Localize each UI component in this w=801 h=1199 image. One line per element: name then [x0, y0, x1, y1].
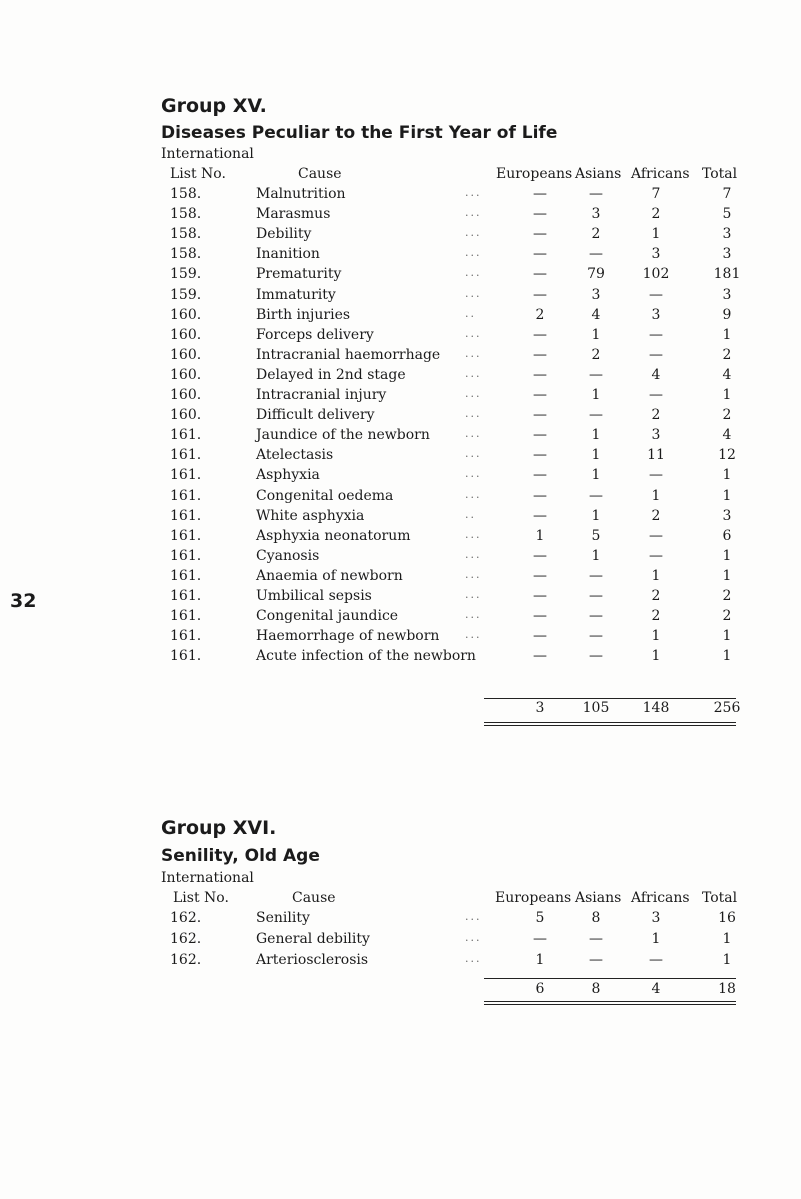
total-cell: 5 — [722, 206, 732, 223]
cause-cell: Anaemia of newborn — [256, 567, 403, 584]
total-cell: 4 — [722, 427, 732, 444]
leader-dots: ... — [465, 326, 482, 340]
table-row — [0, 508, 801, 529]
cause-cell: Malnutrition — [256, 186, 346, 202]
total-europeans: 6 — [535, 981, 545, 997]
asians-cell: — — [589, 648, 603, 665]
leader-dots: ... — [465, 487, 482, 501]
africans-cell: 1 — [651, 487, 661, 504]
total-cell: 3 — [722, 226, 732, 243]
africans-cell: 1 — [651, 567, 661, 584]
list-no-cell: 160. — [170, 306, 202, 323]
asians-cell: 2 — [591, 346, 601, 363]
list-no-cell: 159. — [170, 266, 202, 283]
table-row — [0, 528, 801, 549]
leader-dots: ... — [465, 628, 482, 642]
total-cell: 1 — [722, 628, 732, 645]
cause-cell: Arteriosclerosis — [256, 952, 369, 968]
list-no-cell: 161. — [170, 487, 202, 504]
cause-cell: Congenital jaundice — [256, 608, 399, 625]
list-no-header: List No. — [173, 890, 229, 906]
list-no-cell: 161. — [170, 467, 202, 484]
list-no-cell: 160. — [170, 366, 202, 383]
page-number: 32 — [10, 590, 37, 612]
europeans-cell: — — [533, 366, 547, 383]
leader-dots: .. — [465, 507, 476, 521]
total-cell: 3 — [722, 246, 732, 263]
table-row — [0, 952, 801, 973]
africans-header: Africans — [631, 890, 690, 906]
total-cell: 3 — [722, 507, 732, 524]
double-rule-bottom — [484, 1004, 736, 1005]
leader-dots: ... — [465, 567, 482, 581]
list-no-cell: 161. — [170, 628, 202, 645]
europeans-header: Europeans — [495, 890, 572, 906]
table-row — [0, 548, 801, 569]
asians-cell: — — [589, 931, 603, 947]
table-row — [0, 287, 801, 308]
cause-cell: Marasmus — [256, 206, 331, 223]
asians-cell: — — [589, 186, 603, 202]
total-africans: 148 — [642, 700, 670, 716]
total-africans: 4 — [651, 981, 661, 997]
total-cell: 1 — [722, 648, 732, 665]
asians-cell: 1 — [591, 467, 601, 484]
total-header: Total — [702, 166, 738, 182]
europeans-cell: — — [533, 346, 547, 363]
africans-cell: — — [649, 952, 663, 968]
europeans-cell: — — [533, 407, 547, 424]
asians-cell: 2 — [591, 226, 601, 243]
europeans-cell: — — [533, 286, 547, 303]
europeans-cell: 5 — [535, 910, 545, 926]
europeans-cell: — — [533, 547, 547, 564]
double-rule-top — [484, 722, 736, 723]
total-cell: 6 — [722, 527, 732, 544]
double-rule-top — [484, 1001, 736, 1002]
table-header — [0, 890, 801, 911]
africans-cell: 3 — [651, 306, 661, 323]
asians-cell: — — [589, 567, 603, 584]
cause-cell: Immaturity — [256, 286, 336, 303]
leader-dots: ... — [465, 467, 482, 481]
total-cell: 1 — [722, 387, 732, 403]
africans-cell: 2 — [651, 407, 661, 424]
europeans-cell: — — [533, 931, 547, 947]
total-asians: 8 — [591, 981, 601, 997]
leader-dots: ... — [465, 527, 482, 541]
total-cell: 2 — [722, 407, 732, 424]
cause-cell: Intracranial haemorrhage — [256, 346, 441, 363]
totals-row — [0, 981, 801, 1002]
list-no-cell: 161. — [170, 608, 202, 625]
europeans-header: Europeans — [496, 166, 573, 182]
total-cell: 16 — [718, 910, 736, 926]
leader-dots: ... — [465, 346, 482, 360]
africans-cell: 3 — [651, 910, 661, 926]
table-row — [0, 588, 801, 609]
africans-cell: — — [649, 547, 663, 564]
europeans-cell: — — [533, 507, 547, 524]
asians-cell: — — [589, 588, 603, 604]
africans-cell: 3 — [651, 427, 661, 444]
europeans-cell: — — [533, 427, 547, 444]
list-no-header: List No. — [170, 166, 226, 182]
asians-cell: 5 — [591, 527, 601, 544]
table-header — [0, 166, 801, 187]
total-cell: 181 — [713, 266, 741, 283]
total-cell: 1 — [722, 326, 732, 343]
leader-dots: ... — [465, 547, 482, 561]
total-cell: 1 — [722, 931, 732, 947]
africans-cell: 1 — [651, 226, 661, 243]
cause-cell: Senility — [256, 910, 310, 926]
table-row — [0, 307, 801, 328]
table-row — [0, 226, 801, 247]
europeans-cell: — — [533, 467, 547, 484]
europeans-cell: — — [533, 206, 547, 223]
list-no-cell: 161. — [170, 547, 202, 564]
list-no-cell: 162. — [170, 910, 202, 926]
cause-cell: Haemorrhage of newborn — [256, 628, 440, 645]
cause-cell: Acute infection of the newborn — [256, 648, 476, 665]
total-cell: 12 — [718, 447, 736, 464]
leader-dots: ... — [465, 226, 482, 240]
list-no-cell: 161. — [170, 507, 202, 524]
total-cell: 1 — [722, 467, 732, 484]
table-row — [0, 407, 801, 428]
table-row — [0, 447, 801, 468]
table-row — [0, 186, 801, 207]
europeans-cell: — — [533, 186, 547, 202]
total-cell: 2 — [722, 346, 732, 363]
list-no-cell: 161. — [170, 447, 202, 464]
leader-dots: ... — [465, 952, 482, 965]
asians-cell: 1 — [591, 507, 601, 524]
double-rule-bottom — [484, 725, 736, 726]
table-row — [0, 266, 801, 287]
asians-cell: 3 — [591, 286, 601, 303]
cause-cell: Prematurity — [256, 266, 342, 283]
total-cell: 1 — [722, 952, 732, 968]
leader-dots: ... — [465, 608, 482, 622]
europeans-cell: 1 — [535, 952, 545, 968]
africans-cell: 102 — [642, 266, 670, 283]
africans-cell: — — [649, 467, 663, 484]
africans-cell: 7 — [651, 186, 661, 202]
list-no-cell: 161. — [170, 588, 202, 604]
asians-cell: 3 — [591, 206, 601, 223]
list-no-cell: 161. — [170, 567, 202, 584]
cause-cell: Difficult delivery — [256, 407, 375, 424]
table-row — [0, 648, 801, 669]
leader-dots: .. — [465, 306, 476, 320]
list-no-cell: 161. — [170, 427, 202, 444]
leader-dots: ... — [465, 266, 482, 280]
list-no-cell: 161. — [170, 648, 202, 665]
cause-header: Cause — [298, 166, 342, 182]
africans-cell: 1 — [651, 648, 661, 665]
table-row — [0, 910, 801, 931]
asians-cell: — — [589, 628, 603, 645]
total-cell: 3 — [722, 286, 732, 303]
africans-cell: 2 — [651, 588, 661, 604]
asians-cell: 4 — [591, 306, 601, 323]
europeans-cell: — — [533, 487, 547, 504]
africans-cell: 1 — [651, 628, 661, 645]
africans-cell: — — [649, 346, 663, 363]
africans-cell: 1 — [651, 931, 661, 947]
table-row — [0, 608, 801, 629]
africans-cell: — — [649, 286, 663, 303]
europeans-cell: 1 — [535, 527, 545, 544]
list-no-cell: 158. — [170, 206, 202, 223]
leader-dots: ... — [465, 246, 482, 260]
group-xv-subtitle: Diseases Peculiar to the First Year of Life — [161, 123, 558, 143]
africans-cell: — — [649, 387, 663, 403]
leader-dots: ... — [465, 588, 482, 601]
asians-cell: — — [589, 366, 603, 383]
international-label: International — [161, 146, 254, 162]
total-cell: 1 — [722, 547, 732, 564]
table-row — [0, 628, 801, 649]
europeans-cell: — — [533, 588, 547, 604]
cause-cell: Atelectasis — [256, 447, 334, 464]
europeans-cell: — — [533, 608, 547, 625]
asians-cell: 1 — [591, 447, 601, 464]
list-no-cell: 159. — [170, 286, 202, 303]
table-row — [0, 931, 801, 952]
africans-cell: — — [649, 527, 663, 544]
subtotal-rule — [484, 698, 736, 699]
total-cell: 7 — [722, 186, 732, 202]
cause-cell: Cyanosis — [256, 547, 320, 564]
total-header: Total — [702, 890, 738, 906]
cause-cell: Umbilical sepsis — [256, 588, 372, 604]
asians-cell: 1 — [591, 547, 601, 564]
asians-cell: — — [589, 246, 603, 263]
asians-cell: — — [589, 952, 603, 968]
table-row — [0, 206, 801, 227]
cause-cell: Forceps delivery — [256, 326, 374, 343]
total-cell: 9 — [722, 306, 732, 323]
cause-header: Cause — [292, 890, 336, 906]
list-no-cell: 160. — [170, 387, 202, 403]
table-row — [0, 568, 801, 589]
total-cell: 1 — [722, 487, 732, 504]
europeans-cell: — — [533, 326, 547, 343]
total-cell: 2 — [722, 588, 732, 604]
total-cell: 2 — [722, 608, 732, 625]
africans-cell: 3 — [651, 246, 661, 263]
table-row — [0, 327, 801, 348]
leader-dots: ... — [465, 387, 482, 400]
africans-cell: 2 — [651, 608, 661, 625]
list-no-cell: 160. — [170, 407, 202, 424]
europeans-cell: — — [533, 246, 547, 263]
list-no-cell: 161. — [170, 527, 202, 544]
cause-cell: White asphyxia — [256, 507, 365, 524]
europeans-cell: — — [533, 226, 547, 243]
list-no-cell: 158. — [170, 186, 202, 202]
leader-dots: ... — [465, 186, 482, 199]
africans-cell: — — [649, 326, 663, 343]
list-no-cell: 158. — [170, 246, 202, 263]
list-no-cell: 160. — [170, 346, 202, 363]
table-row — [0, 427, 801, 448]
cause-cell: Congenital oedema — [256, 487, 394, 504]
europeans-cell: — — [533, 447, 547, 464]
africans-cell: 2 — [651, 206, 661, 223]
list-no-cell: 160. — [170, 326, 202, 343]
group-xvi-title: Group XVI. — [161, 817, 277, 839]
leader-dots: ... — [465, 427, 482, 441]
leader-dots: ... — [465, 407, 482, 421]
africans-header: Africans — [631, 166, 690, 182]
europeans-cell: — — [533, 648, 547, 665]
table-row — [0, 367, 801, 388]
leader-dots: ... — [465, 366, 482, 380]
europeans-cell: — — [533, 628, 547, 645]
table-row — [0, 387, 801, 408]
cause-cell: Jaundice of the newborn — [256, 427, 430, 444]
table-row — [0, 488, 801, 509]
asians-header: Asians — [575, 166, 622, 182]
group-xvi-subtitle: Senility, Old Age — [161, 846, 320, 866]
totals-row — [0, 700, 801, 721]
asians-cell: 1 — [591, 326, 601, 343]
total-cell: 4 — [722, 366, 732, 383]
international-label: International — [161, 870, 254, 886]
group-xv-title: Group XV. — [161, 95, 267, 117]
europeans-cell: — — [533, 266, 547, 283]
total-europeans: 3 — [535, 700, 545, 716]
asians-cell: — — [589, 407, 603, 424]
cause-cell: Asphyxia — [256, 467, 320, 484]
leader-dots: ... — [465, 206, 482, 220]
cause-cell: Inanition — [256, 246, 320, 263]
total-total: 256 — [713, 700, 741, 716]
asians-header: Asians — [575, 890, 622, 906]
total-total: 18 — [718, 981, 736, 997]
cause-cell: Debility — [256, 226, 312, 243]
list-no-cell: 162. — [170, 931, 202, 947]
europeans-cell: — — [533, 387, 547, 403]
europeans-cell: 2 — [535, 306, 545, 323]
asians-cell: — — [589, 487, 603, 504]
africans-cell: 11 — [647, 447, 665, 464]
leader-dots: ... — [465, 286, 482, 300]
asians-cell: — — [589, 608, 603, 625]
total-cell: 1 — [722, 567, 732, 584]
table-row — [0, 467, 801, 488]
asians-cell: 1 — [591, 427, 601, 444]
leader-dots: ... — [465, 447, 482, 461]
europeans-cell: — — [533, 567, 547, 584]
table-row — [0, 347, 801, 368]
subtotal-rule — [484, 978, 736, 979]
asians-cell: 79 — [587, 266, 605, 283]
table-row — [0, 246, 801, 267]
cause-cell: Birth injuries — [256, 306, 351, 323]
cause-cell: Delayed in 2nd stage — [256, 366, 406, 383]
asians-cell: 8 — [591, 910, 601, 926]
cause-cell: General debility — [256, 931, 370, 947]
africans-cell: 2 — [651, 507, 661, 524]
cause-cell: Intracranial injury — [256, 387, 387, 403]
africans-cell: 4 — [651, 366, 661, 383]
leader-dots: ... — [465, 910, 482, 923]
asians-cell: 1 — [591, 387, 601, 403]
leader-dots: ... — [465, 931, 482, 944]
cause-cell: Asphyxia neonatorum — [256, 527, 411, 544]
total-asians: 105 — [582, 700, 610, 716]
list-no-cell: 158. — [170, 226, 202, 243]
list-no-cell: 162. — [170, 952, 202, 968]
